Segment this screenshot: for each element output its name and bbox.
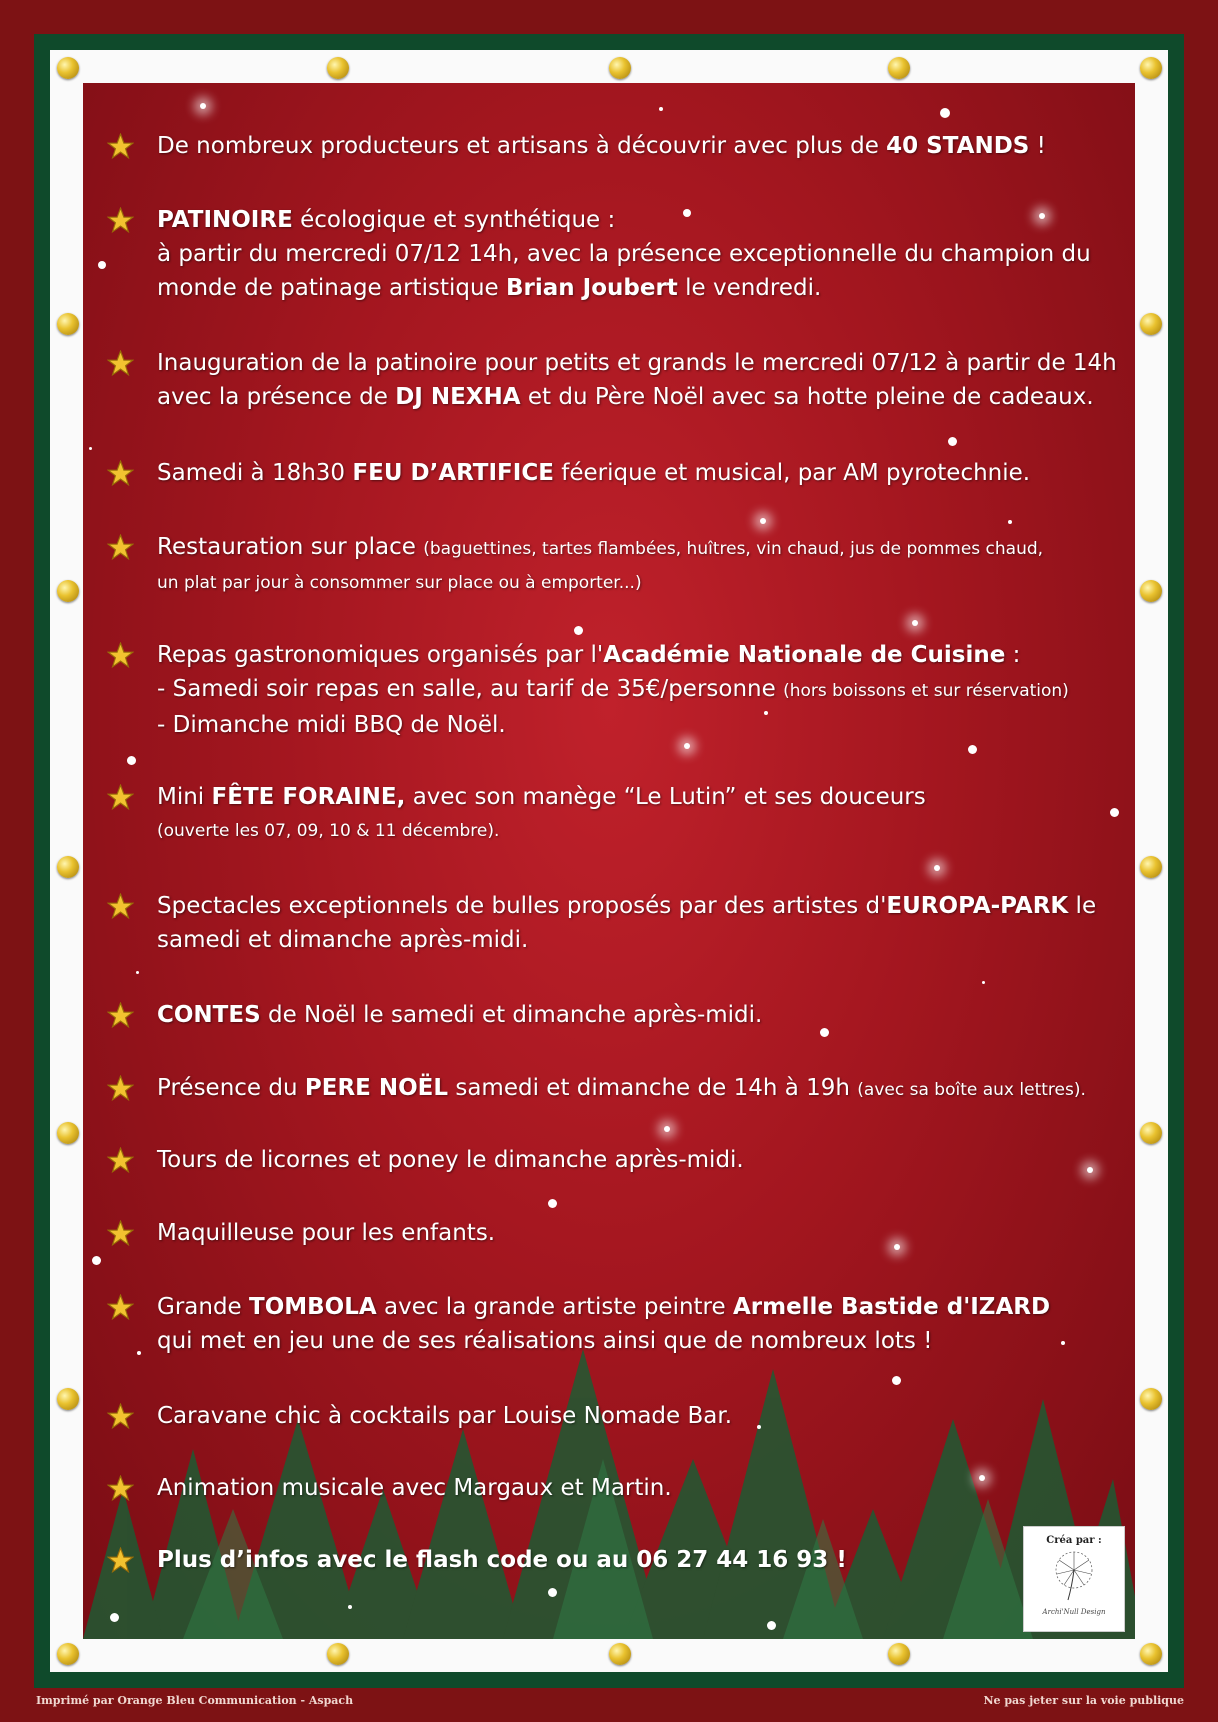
sparkle-icon: [659, 107, 663, 111]
item-text: le: [1068, 893, 1097, 919]
ornament-ball-icon: [57, 57, 79, 79]
item-text: et du Père Noël avec sa hotte pleine de cadeaux.: [520, 384, 1094, 410]
item-highlight: TOMBOLA: [249, 1294, 377, 1320]
list-item: [107, 780, 1125, 848]
ornament-ball-icon: [1140, 313, 1162, 335]
contact-line: Plus d’infos avec le flash code ou au 06 27 44 16 93 !: [157, 1547, 847, 1573]
sparkle-icon: [934, 865, 940, 871]
star-icon: [107, 534, 134, 561]
ornament-ball-icon: [327, 1643, 349, 1665]
item-note: (baguettines, tartes flambées, huîtres, vin chaud, jus de pommes chaud,: [423, 539, 1044, 559]
list-item: [107, 203, 1125, 305]
list-item: [107, 998, 1125, 1032]
item-text: avec la présence de: [157, 384, 396, 410]
star-icon: [107, 1147, 134, 1174]
list-item: [107, 456, 1125, 490]
item-text: Repas gastronomiques organisés par l': [157, 642, 604, 668]
star-icon: [107, 350, 134, 377]
item-text: Spectacles exceptionnels de bulles proposés par des artistes d': [157, 893, 887, 919]
item-text: !: [1029, 133, 1046, 159]
ornament-ball-icon: [1140, 57, 1162, 79]
ornament-ball-icon: [57, 1643, 79, 1665]
sparkle-icon: [1008, 520, 1012, 524]
list-item: [107, 1143, 1125, 1177]
item-text: Présence du: [157, 1075, 305, 1101]
sparkle-icon: [98, 261, 106, 269]
ornament-ball-icon: [1140, 580, 1162, 602]
sparkle-icon: [940, 108, 950, 118]
star-icon: [107, 893, 134, 920]
item-text: de Noël le samedi et dimanche après-midi.: [260, 1002, 763, 1028]
item-highlight: PERE NOËL: [304, 1075, 449, 1101]
item-highlight: FÊTE FORAINE,: [211, 784, 406, 810]
item-highlight: FEU D’ARTIFICE: [352, 460, 554, 486]
list-item: [107, 1290, 1125, 1358]
ornament-ball-icon: [888, 57, 910, 79]
item-text: samedi et dimanche de 14h à 19h: [448, 1075, 858, 1101]
item-text: Tours de licornes et poney le dimanche après-midi.: [157, 1147, 744, 1173]
item-text: samedi et dimanche après-midi.: [157, 927, 529, 953]
star-icon: [107, 460, 134, 487]
star-icon: [107, 1075, 134, 1102]
item-text: De nombreux producteurs et artisans à découvrir avec plus de: [157, 133, 887, 159]
ornament-ball-icon: [57, 856, 79, 878]
item-note: un plat par jour à consommer sur place ou à emporter...): [157, 573, 642, 593]
item-text: Grande: [157, 1294, 250, 1320]
item-note: (avec sa boîte aux lettres).: [857, 1080, 1086, 1100]
item-note: (ouverte les 07, 09, 10 & 11 décembre).: [157, 821, 500, 841]
star-icon: [107, 207, 134, 234]
sparkle-icon: [664, 1126, 670, 1132]
star-icon: [107, 1475, 134, 1502]
sparkle-icon: [548, 1588, 557, 1597]
item-text: Animation musicale avec Margaux et Martin.: [157, 1475, 672, 1501]
dandelion-logo-icon: [1044, 1546, 1104, 1602]
item-text: à partir du mercredi 07/12 14h, avec la présence exceptionnelle du champion du: [157, 241, 1091, 267]
item-text: Maquilleuse pour les enfants.: [157, 1220, 496, 1246]
ornament-ball-icon: [888, 1643, 910, 1665]
ornament-ball-icon: [1140, 1122, 1162, 1144]
star-icon: [107, 1220, 134, 1247]
item-text: Restauration sur place: [157, 534, 424, 560]
item-text: écologique et synthétique :: [292, 207, 616, 233]
item-highlight: CONTES: [157, 1002, 261, 1028]
item-highlight: Armelle Bastide d'IZARD: [732, 1294, 1051, 1320]
sparkle-icon: [200, 103, 206, 109]
star-icon: [107, 1547, 134, 1574]
printer-credit: Imprimé par Orange Bleu Communication - Aspach: [36, 1694, 354, 1707]
item-note: (hors boissons et sur réservation): [783, 681, 1069, 701]
sparkle-icon: [982, 981, 985, 984]
sparkle-icon: [92, 1256, 101, 1265]
item-text: Caravane chic à cocktails par Louise Nomade Bar.: [157, 1403, 733, 1429]
item-highlight: Académie Nationale de Cuisine: [603, 642, 1006, 668]
item-text: avec la grande artiste peintre: [376, 1294, 733, 1320]
item-text: :: [1005, 642, 1021, 668]
list-item: [107, 1471, 1125, 1505]
item-highlight: PATINOIRE: [157, 207, 293, 233]
item-text: - Samedi soir repas en salle, au tarif de 35€/personne: [157, 676, 784, 702]
sparkle-icon: [127, 756, 136, 765]
sparkle-icon: [548, 1199, 557, 1208]
list-item: [107, 638, 1125, 742]
sparkle-icon: [684, 743, 690, 749]
sparkle-icon: [948, 437, 957, 446]
ornament-ball-icon: [609, 1643, 631, 1665]
star-icon: [107, 133, 134, 160]
sparkle-icon: [892, 1376, 901, 1385]
sparkle-icon: [968, 745, 977, 754]
item-text: monde de patinage artistique: [157, 275, 506, 301]
list-item: [107, 530, 1125, 600]
sparkle-icon: [110, 1613, 119, 1622]
sparkle-icon: [760, 518, 766, 524]
list-item: [107, 346, 1125, 414]
item-text: avec son manège “Le Lutin” et ses douceurs: [405, 784, 926, 810]
ornament-ball-icon: [57, 1122, 79, 1144]
sparkle-icon: [348, 1605, 352, 1609]
ornament-ball-icon: [57, 1388, 79, 1410]
star-icon: [107, 1403, 134, 1430]
list-item: [107, 1071, 1125, 1107]
credit-title: Créa par :: [1046, 1535, 1102, 1546]
ornament-ball-icon: [609, 57, 631, 79]
item-text: Mini: [157, 784, 212, 810]
item-text: Inauguration de la patinoire pour petits et grands le mercredi 07/12 à partir de 14h: [157, 350, 1117, 376]
star-icon: [107, 1294, 134, 1321]
item-highlight: 40 STANDS: [886, 133, 1030, 159]
list-item: [107, 129, 1125, 163]
star-icon: [107, 784, 134, 811]
item-text: féerique et musical, par AM pyrotechnie.: [553, 460, 1031, 486]
disposal-notice: Ne pas jeter sur la voie publique: [983, 1694, 1184, 1707]
list-item: [107, 889, 1125, 957]
star-icon: [107, 642, 134, 669]
item-text: - Dimanche midi BBQ de Noël.: [157, 712, 506, 738]
ornament-ball-icon: [57, 313, 79, 335]
ornament-ball-icon: [1140, 856, 1162, 878]
sparkle-icon: [89, 447, 92, 450]
ornament-ball-icon: [1140, 1388, 1162, 1410]
item-highlight: EUROPA-PARK: [886, 893, 1069, 919]
item-text: le vendredi.: [677, 275, 822, 301]
sparkle-icon: [912, 620, 918, 626]
item-text: qui met en jeu une de ses réalisations ainsi que de nombreux lots !: [157, 1328, 933, 1354]
ornament-ball-icon: [1140, 1643, 1162, 1665]
flyer-panel: [83, 83, 1135, 1639]
item-highlight: Brian Joubert: [506, 275, 678, 301]
item-text: Samedi à 18h30: [157, 460, 353, 486]
star-icon: [107, 1002, 134, 1029]
list-item: [107, 1399, 1125, 1433]
ornament-ball-icon: [327, 57, 349, 79]
credit-signature: Archi'Null Design: [1042, 1608, 1106, 1616]
ornament-ball-icon: [57, 580, 79, 602]
sparkle-icon: [767, 1621, 776, 1630]
sparkle-icon: [574, 626, 583, 635]
sparkle-icon: [136, 971, 139, 974]
list-item: [107, 1216, 1125, 1250]
credit-box: [1023, 1526, 1125, 1632]
list-item: [107, 1543, 1125, 1577]
item-highlight: DJ NEXHA: [395, 384, 521, 410]
